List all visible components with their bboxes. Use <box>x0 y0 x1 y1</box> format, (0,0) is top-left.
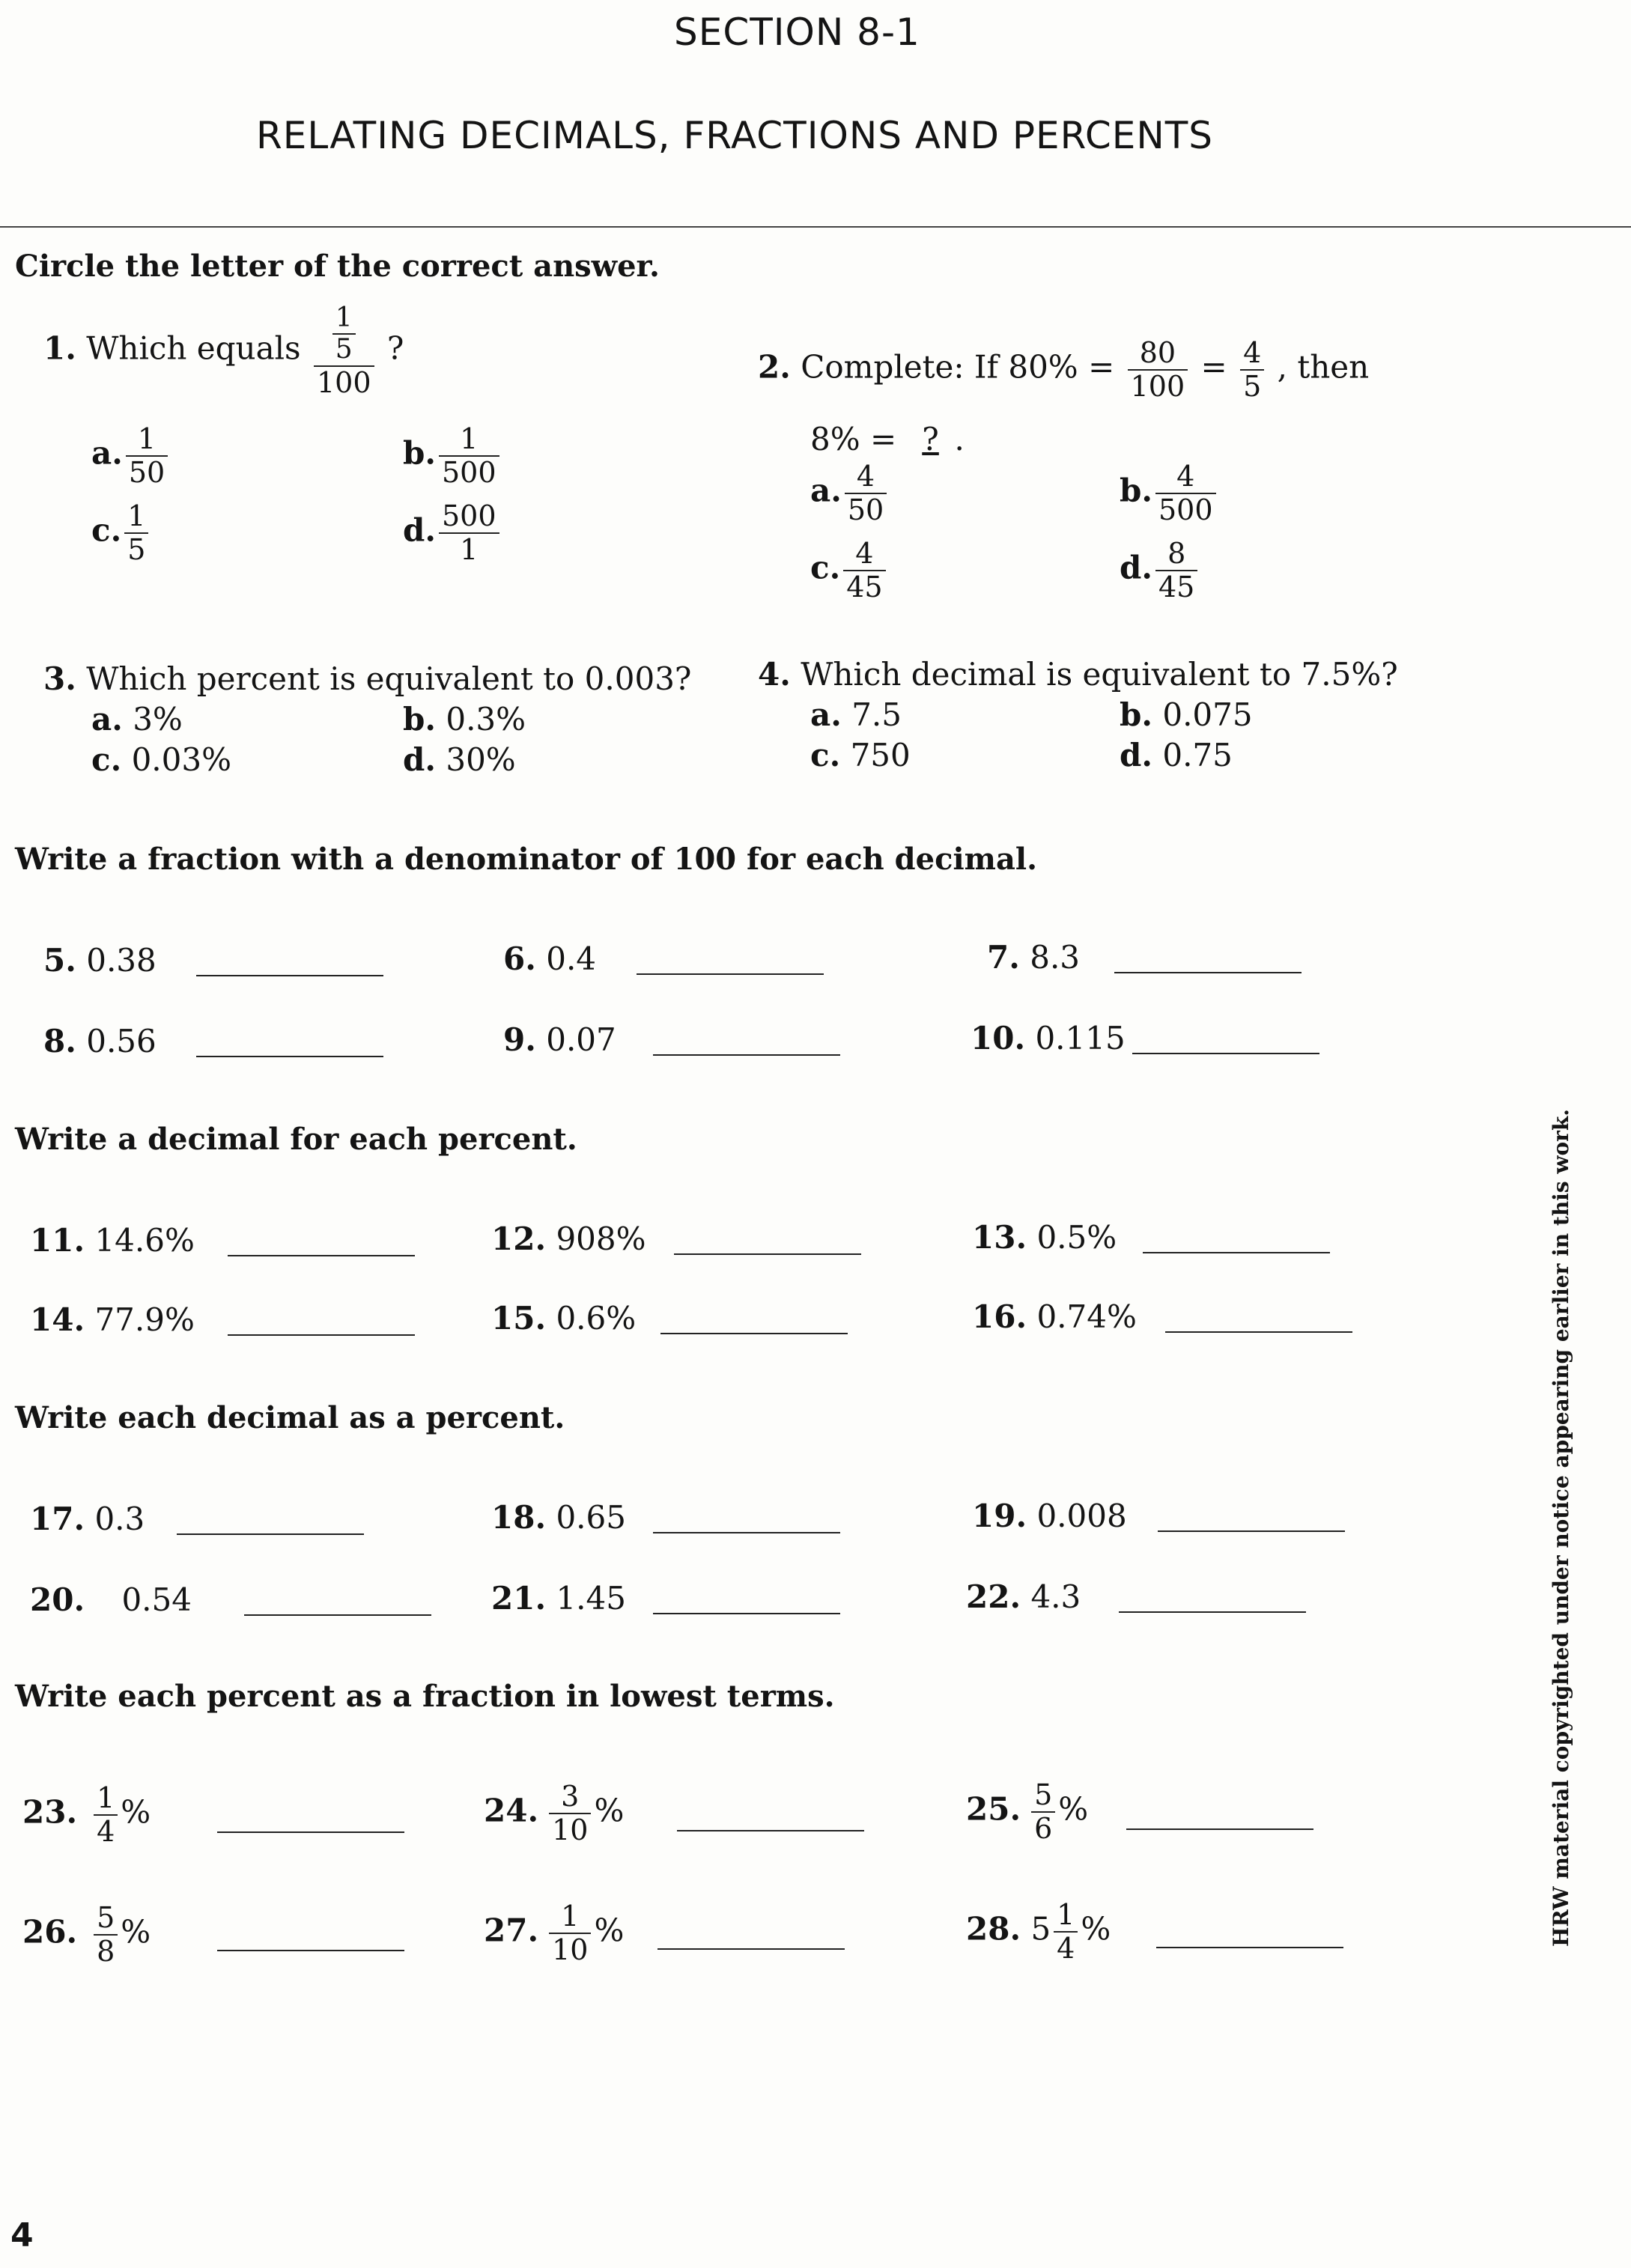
item-20: 20. 0.54 <box>30 1581 192 1618</box>
item-12: 12. 908% <box>491 1220 646 1257</box>
q2-option-c[interactable]: c. $\frac{4}{45}$ <box>810 538 889 603</box>
question-text: Complete: If 80% = <box>801 348 1115 386</box>
item-10: 10. 0.115 <box>971 1020 1126 1057</box>
answer-blank-18[interactable] <box>653 1532 840 1533</box>
answer-blank-16[interactable] <box>1165 1331 1352 1333</box>
item-21: 21. 1.45 <box>491 1580 626 1617</box>
answer-blank-10[interactable] <box>1132 1053 1319 1054</box>
q4-option-a[interactable]: a. 7.5 <box>810 696 902 733</box>
instruction-multiple-choice: Circle the letter of the correct answer. <box>15 249 660 284</box>
page-number: 4 <box>10 2216 34 2255</box>
answer-blank-12[interactable] <box>674 1253 861 1255</box>
item-23: 23. $\frac{1}{4}$ % <box>22 1781 151 1848</box>
answer-blank-28[interactable] <box>1156 1947 1343 1948</box>
item-19: 19. 0.008 <box>972 1498 1127 1534</box>
answer-blank-7[interactable] <box>1114 972 1302 973</box>
q4-option-b[interactable]: b. 0.075 <box>1120 696 1253 733</box>
item-7: 7. 8.3 <box>987 939 1081 976</box>
q3-option-d[interactable]: d. 30% <box>403 741 516 778</box>
item-9: 9. 0.07 <box>503 1021 616 1058</box>
item-11: 11. 14.6% <box>30 1222 195 1259</box>
item-17: 17. 0.3 <box>30 1501 145 1537</box>
q3-option-c[interactable]: c. 0.03% <box>91 741 231 778</box>
q4-option-c[interactable]: c. 750 <box>810 737 911 773</box>
answer-blank-20[interactable] <box>244 1614 431 1616</box>
item-13: 13. 0.5% <box>972 1219 1117 1256</box>
instruction-decimal-to-fraction: Write a fraction with a denominator of 100 for each decimal. <box>15 842 1037 877</box>
instruction-percent-to-fraction: Write each percent as a fraction in lowest terms. <box>15 1679 835 1714</box>
q3-option-b[interactable]: b. 0.3% <box>403 701 526 738</box>
fraction: $\frac{\frac{1}{5}}{100}$ <box>314 303 374 398</box>
answer-blank-6[interactable] <box>637 973 824 975</box>
answer-blank-13[interactable] <box>1143 1252 1330 1253</box>
answer-blank-19[interactable] <box>1158 1530 1345 1532</box>
q2-option-b[interactable]: b. $\frac{4}{500}$ <box>1120 460 1219 526</box>
q1-option-a[interactable]: a. $\frac{1}{50}$ <box>91 423 171 488</box>
question-1: 1. Which equals $\frac{\frac{1}{5}}{100}$ ? <box>43 302 404 399</box>
answer-blank-14[interactable] <box>228 1334 415 1336</box>
header-divider <box>0 226 1631 228</box>
answer-blank-8[interactable] <box>196 1056 383 1057</box>
item-25: 25. $\frac{5}{6}$ % <box>966 1778 1089 1845</box>
answer-blank-21[interactable] <box>653 1613 840 1614</box>
q4-option-d[interactable]: d. 0.75 <box>1120 737 1233 773</box>
copyright-notice: HRW material copyrighted under notice appearing earlier in this work. <box>1549 1108 1573 1947</box>
item-27: 27. $\frac{1}{10}$ % <box>484 1900 625 1966</box>
q1-option-b[interactable]: b. $\frac{1}{500}$ <box>403 423 502 488</box>
bleed-through-text <box>1138 225 1148 259</box>
question-number: 2. <box>758 348 791 386</box>
answer-blank-5[interactable] <box>196 975 383 976</box>
q1-option-c[interactable]: c. $\frac{1}{5}$ <box>91 500 151 565</box>
answer-blank-24[interactable] <box>677 1830 864 1831</box>
question-text: Which equals <box>86 329 301 367</box>
page-title: RELATING DECIMALS, FRACTIONS AND PERCENTS <box>256 114 1214 157</box>
item-22: 22. 4.3 <box>966 1578 1081 1615</box>
item-8: 8. 0.56 <box>43 1023 157 1059</box>
question-2: 2. Complete: If 80% = $\frac{80}{100}$ = $\frac{4}{5}$ , then <box>758 336 1370 403</box>
q2-option-d[interactable]: d. $\frac{8}{45}$ <box>1120 538 1200 603</box>
item-6: 6. 0.4 <box>503 940 597 977</box>
question-2-line-2: 8% = ? . <box>810 421 965 457</box>
instruction-decimal-to-percent: Write each decimal as a percent. <box>15 1400 565 1435</box>
q2-option-a[interactable]: a. $\frac{4}{50}$ <box>810 460 890 526</box>
item-15: 15. 0.6% <box>491 1300 637 1337</box>
item-26: 26. $\frac{5}{8}$ % <box>22 1901 151 1968</box>
answer-blank-23[interactable] <box>217 1831 404 1833</box>
answer-blank-22[interactable] <box>1119 1611 1306 1613</box>
item-14: 14. 77.9% <box>30 1301 195 1338</box>
q1-option-d[interactable]: d. $\frac{500}{1}$ <box>403 500 502 565</box>
question-number: 1. <box>43 329 76 367</box>
item-5: 5. 0.38 <box>43 942 157 979</box>
section-label: SECTION 8-1 <box>674 10 920 54</box>
q3-option-a[interactable]: a. 3% <box>91 701 183 738</box>
question-3: 3. Which percent is equivalent to 0.003? <box>43 660 692 697</box>
instruction-percent-to-decimal: Write a decimal for each percent. <box>15 1122 577 1157</box>
answer-blank-26[interactable] <box>217 1950 404 1951</box>
item-18: 18. 0.65 <box>491 1499 626 1536</box>
item-28: 28. 5 $\frac{1}{4}$ % <box>966 1898 1111 1965</box>
answer-blank-25[interactable] <box>1126 1828 1313 1830</box>
item-24: 24. $\frac{3}{10}$ % <box>484 1780 625 1846</box>
item-16: 16. 0.74% <box>972 1298 1137 1335</box>
question-4: 4. Which decimal is equivalent to 7.5%? <box>758 656 1398 693</box>
answer-blank-11[interactable] <box>228 1255 415 1256</box>
answer-blank-9[interactable] <box>653 1054 840 1056</box>
answer-blank-15[interactable] <box>660 1333 848 1334</box>
answer-blank-27[interactable] <box>657 1948 845 1950</box>
answer-blank-17[interactable] <box>177 1533 364 1535</box>
